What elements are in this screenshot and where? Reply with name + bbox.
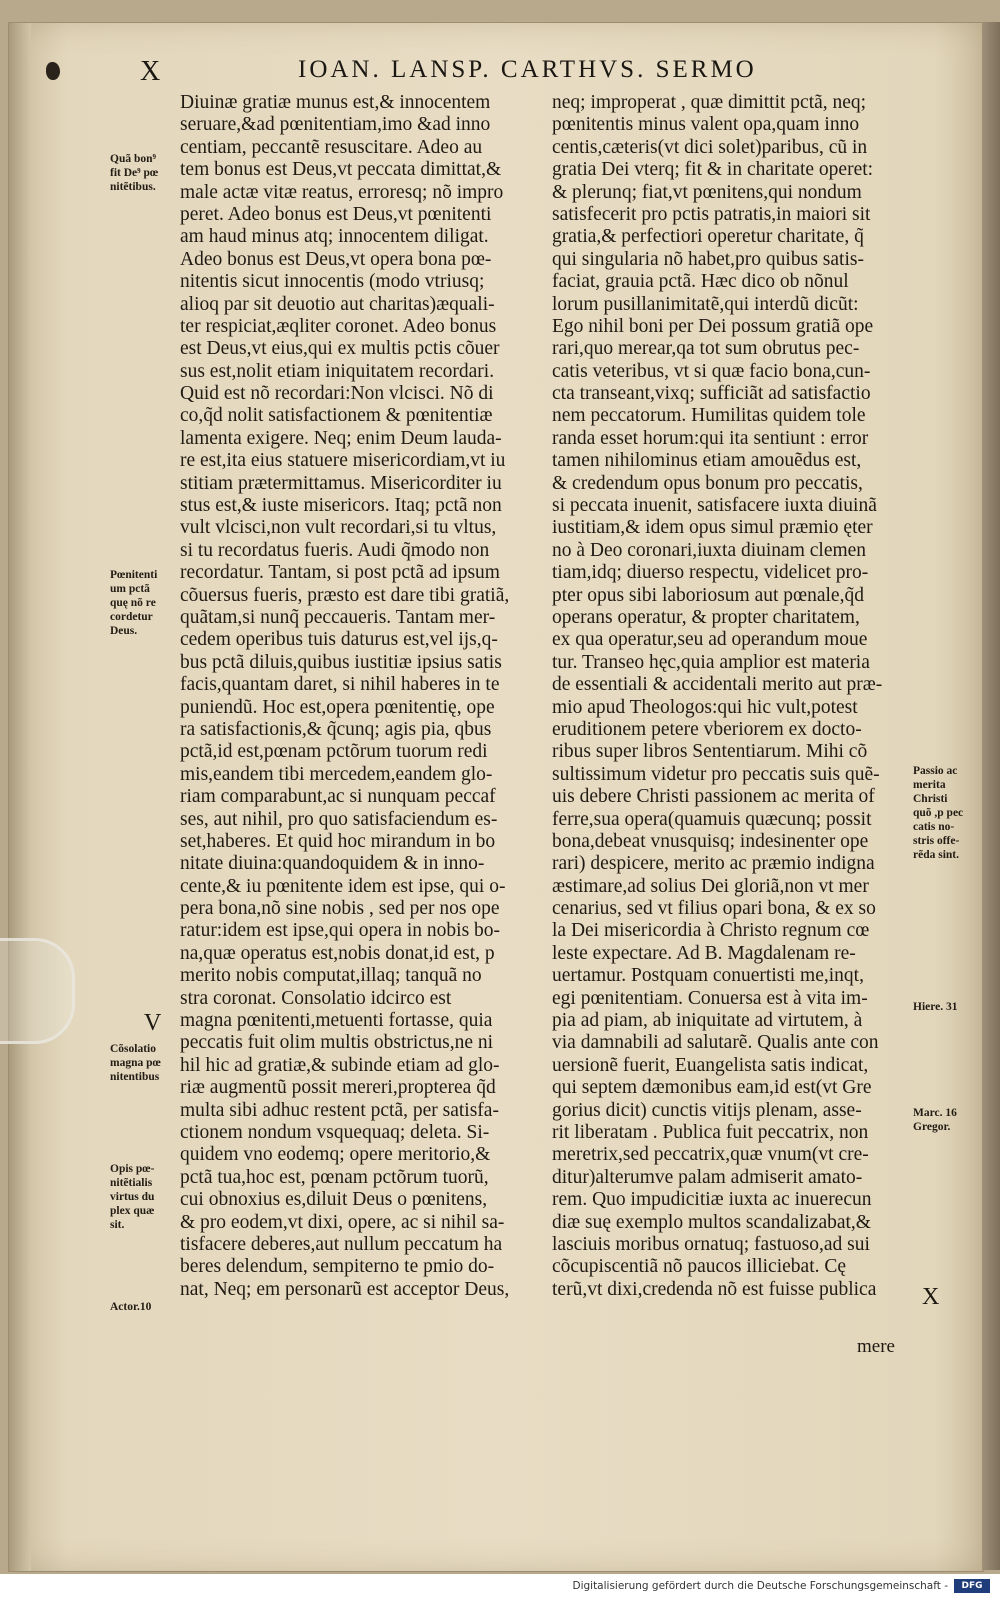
text-line: ex qua operatur,seu ad operandum moue [552,629,868,651]
text-line: am haud minus atq; innocentem diligat. [180,226,489,248]
text-line: pctã tua,hoc est, pœnam pctõrum tuorũ, [180,1166,489,1188]
margin-line: Cõsolatio [110,1043,156,1055]
margin-note-left-5 [110,1300,151,1314]
margin-line: magna pœ [110,1057,161,1069]
margin-line: nitẽtialis [110,1177,153,1189]
margin-line: catis no- [913,821,955,833]
text-line: quidem vno eodemq; opere meritorio,& [180,1144,491,1166]
text-line: co,q̃d nolit satisfactionem & pœnitentiæ [180,405,493,427]
margin-note-right-2 [913,1000,958,1014]
text-line: uertamur. Postquam conuertisti me,inqt, [552,965,864,987]
text-line: puniendũ. Hoc est,opera pœnitentię, ope [180,696,495,718]
text-line: stra coronat. Consolatio idcirco est [180,987,452,1009]
margin-line: Pœnitenti [110,569,158,581]
text-line: centis,cæteris(vt dici solet)paribus, cũ in [552,136,868,158]
margin-line: Quã bon⁹ [110,153,156,165]
margin-note-right-1 [913,764,963,862]
text-line: rari,quo merear,qa tot sum obrutus pec- [552,338,860,360]
text-line: hil hic ad gratiæ,& subinde etiam ad glo- [180,1054,500,1076]
text-line: egi pœnitentiam. Conuersa est à vita im- [552,987,868,1009]
margin-note-left-2 [110,568,157,638]
text-line: riæ augmentũ possit mereri,propterea q̃d [180,1077,496,1099]
text-line: uis debere Christi passionem ac merita of [552,786,875,808]
text-line: nem peccatorum. Humilitas quidem tole [552,405,866,427]
margin-letter-v: V [144,1010,162,1036]
text-line: alioq par sit deuotio aut charitas)æquali- [180,293,495,315]
text-line: sus est,nolit etiam iniquitatem recordari. [180,360,495,382]
text-line: multa sibi adhuc restent pctã, per satisfa- [180,1099,499,1121]
text-line: vult vlcisci,non vult recordari,si tu vltus, [180,517,497,539]
margin-line: quõ ,p pec [913,807,964,819]
text-line: na,quæ operatus est,nobis donat,id est, p [180,942,495,964]
text-line: faciat, grauia pctã. Hæc dico ob nõnul [552,271,849,293]
text-line: operans operatur, & propter charitatem, [552,606,860,628]
text-line: cenarius, sed vt filius opari bona, & ex so [552,898,876,920]
margin-line: nitentibus [110,1071,160,1083]
text-line: la Dei misericordia à Christo regnum cœ [552,920,870,942]
text-line: rari) despicere, merito ac præmio indigna [552,853,875,875]
text-line: ratur:idem est ipse,qui opera in nobis bo- [180,920,501,942]
text-line: merito nobis computat,illaq; tanquã no [180,965,482,987]
text-line: Adeo bonus est Deus,vt opera bona pœ- [180,248,492,270]
text-line: no à Deo coronari,iuxta diuinam clemen [552,539,867,561]
text-line: mio apud Theologos:qui hic vult,potest [552,696,858,718]
text-line: gorius dicit) cunctis vitĳs plenam, asse- [552,1099,862,1121]
text-line: via damnabili ad salutarẽ. Qualis ante con [552,1032,879,1054]
footer-credit: Digitalisierung gefördert durch die Deutsche Forschungsgemeinschaft - [572,1580,948,1592]
folio-letter: X [140,56,162,87]
text-line: pia ad piam, ab iniquitate ad virtutem, à [552,1010,863,1032]
text-line: ses, aut nihil, pro quo satisfaciendum es- [180,808,498,830]
ornament-icon [46,62,60,80]
text-line: nat, Neq; em personarũ est acceptor Deus, [180,1278,510,1300]
text-line: stitiam prætermittamus. Misericorditer iu [180,472,502,494]
text-line: re est,ita eius statuere misericordiam,vt iu [180,450,506,472]
margin-line: Gregor. [913,1121,951,1133]
text-line: ter respiciat,æqliter coronet. Adeo bonus [180,315,497,337]
margin-line: Deus. [110,625,138,637]
text-line: ditur)alterumve palam admiserit amato- [552,1166,863,1188]
text-line: ctionem nondum vsquequaq; deleta. Si- [180,1121,490,1143]
text-line: iustitiam,& idem opus simul præmio ęter [552,517,873,539]
text-line: & plerunq; fiat,vt pœnitens,qui nondum [552,181,862,203]
text-line: de essentiali & accidentali merito aut præ- [552,674,883,696]
text-line: tamen nihilominus etiam amouẽdus est, [552,450,862,472]
text-line: lasciuis moribus ornatuq; fastuoso,ad sui [552,1233,870,1255]
text-line: leste expectare. Ad B. Magdalenam re- [552,942,856,964]
text-line: cõuersus fueris, præsto est dare tibi gratiã, [180,584,510,606]
text-line: recordatur. Tantam, si post pctã ad ipsum [180,562,500,584]
margin-line: Hiere. 31 [913,1001,958,1013]
margin-note-left-3 [110,1042,161,1084]
margin-line: nitẽtibus. [110,181,156,193]
margin-line: cordetur [110,611,153,623]
text-line: pctã,id est,pœnam pctõrum tuorum redi [180,741,488,763]
text-line: magna pœnitenti,metuenti fortasse, quia [180,1010,493,1032]
text-line: gratia,& perfectiori operetur charitate, q̃ [552,226,864,248]
right-text-column [552,92,904,1301]
text-line: mis,eandem tibi mercedem,eandem glo- [180,763,493,785]
text-line: si tu recordatus fueris. Audi q̃modo non [180,539,490,561]
text-line: terũ,vt dixi,credenda nõ est fuisse publica [552,1278,877,1300]
page-edge [982,22,1000,1570]
text-line: Ego nihil boni per Dei possum gratiã ope [552,315,874,337]
text-line: catis veteribus, vt si quæ facio bona,cun- [552,360,871,382]
text-line: ferre,sua opera(quamuis quæcunq; possit [552,808,872,830]
margin-letter-x: X [922,1284,940,1310]
margin-line: merita [913,779,946,791]
text-line: pœnitentis minus valent opa,quam inno [552,114,860,136]
margin-note-left-1 [110,152,158,194]
margin-line: um pctã [110,583,150,595]
margin-line: Actor.10 [110,1301,152,1313]
margin-line: quę nõ re [110,597,156,609]
footer [0,1574,1000,1598]
running-head: IOAN. LANSP. CARTHVS. SERMO [298,56,757,83]
text-line: neq; improperat , quæ dimittit pctã, neq; [552,92,867,113]
text-line: ribus super libros Sententiarum. Mihi cõ [552,741,868,763]
text-line: nitate diuina:quandoquidem & in inno- [180,853,485,875]
text-line: cui obnoxius es,diluit Deus o pœnitens, [180,1189,488,1211]
text-line: nitentis sicut innocentis (modo vtriusq; [180,271,485,293]
text-line: sultissimum videtur pro peccatis suis quẽ- [552,763,880,785]
text-line: pera bona,nõ sine nobis , sed per nos ope [180,898,500,920]
margin-line: plex quæ [110,1205,155,1217]
text-line: gratia Dei vterq; fit & in charitate operet: [552,159,874,181]
margin-line: virtus du [110,1191,155,1203]
margin-line: Passio ac [913,765,958,777]
text-line: & pro eodem,vt dixi, opere, ac si nihil sa- [180,1211,505,1233]
text-line: facis,quantam daret, si nihil haberes in te [180,674,500,696]
text-line: uersionẽ fuerit, Euangelista satis indicat, [552,1054,869,1076]
text-line: cta transeant,vixq; sufficiãt ad satisfactio [552,383,871,405]
text-line: peccatis fuit olim multis obstrictus,ne ni [180,1032,494,1054]
text-line: male actæ vitæ reatus, erroresq; nõ impro [180,181,504,203]
text-line: bus pctã diluis,quibus iustitiæ ipsius satis [180,651,502,673]
margin-line: Christi [913,793,948,805]
text-line: rit liberatam . Publica fuit peccatrix, non [552,1121,869,1143]
text-line: si peccata inuenit, satisfacere iuxta diuinã [552,495,877,517]
text-line: riam comparabunt,ac si nunquam peccaf [180,786,496,808]
margin-line: stris offe- [913,835,960,847]
left-text-column [180,92,532,1301]
text-line: qui singularia nõ habet,pro quibus satis- [552,248,864,270]
text-line: meretrix,sed peccatrix,quæ vnum(vt cre- [552,1144,869,1166]
text-line: pter opus sibi laboriosum aut pœnale,q̃d [552,584,864,606]
text-line: eruditionem petere vberiorem ex docto- [552,718,862,740]
margin-line: rẽda sint. [913,849,959,861]
text-line: beres delendum, sempiterno te pmio do- [180,1256,495,1278]
text-line: set,haberes. Et quid hoc mirandum in bo [180,830,496,852]
page-header [140,52,960,88]
margin-line: sit. [110,1219,125,1231]
text-line: peret. Adeo bonus est Deus,vt pœnitenti [180,203,492,225]
text-line: quãtam,si nunq̃ peccaueris. Tantam mer- [180,606,496,628]
text-line: cente,& iu pœnitente idem est ipse, qui o- [180,875,506,897]
text-line: Diuinæ gratiæ munus est,& innocentem [180,92,491,113]
text-line: tisfacere deberes,aut nullum peccatum ha [180,1233,503,1255]
text-line: lamenta exigere. Neq; enim Deum lauda- [180,427,502,449]
dfg-logo: DFG [954,1579,990,1593]
text-line: & credendum opus bonum pro peccatis, [552,472,863,494]
text-line: bona,debeat vnusquisq; indesinenter ope [552,830,869,852]
text-line: lorum pusillanimitatẽ,qui interdũ dicũt: [552,293,859,315]
text-line: seruare,&ad pœnitentiam,imo &ad inno [180,114,491,136]
text-line: rem. Quo impudicitiæ iuxta ac inuerecun [552,1189,872,1211]
margin-note-right-3 [913,1106,957,1134]
text-line: cedem operibus tuis daturus est,vel ĳs,q- [180,629,498,651]
text-line: qui septem dæmonibus eam,id est(vt Gre [552,1077,872,1099]
text-line: satisfecerit pro pctis patratis,in maiori sit [552,203,871,225]
text-line: ra satisfactionis,& q̃cunq; agis pia, qbus [180,718,492,740]
margin-line: Opis pœ- [110,1163,155,1175]
text-line: æstimare,ad solius Dei gloriã,non vt mer [552,875,869,897]
margin-note-left-4 [110,1162,154,1232]
text-line: tiam,idq; diuerso respectu, videlicet pro- [552,562,869,584]
text-line: centiam, peccantẽ resuscitare. Adeo au [180,136,483,158]
text-line: tem bonus est Deus,vt peccata dimittat,& [180,159,502,181]
margin-line: Marc. 16 [913,1107,957,1119]
text-line: diæ suę exemplo multos scandalizabat,& [552,1211,871,1233]
text-line: stus est,& iuste misericors. Itaq; pctã non [180,495,502,517]
text-line: Quid est nõ recordari:Non vlcisci. Nõ di [180,383,494,405]
text-line: randa esset horum:qui ita sentiunt : error [552,427,869,449]
text-line: est Deus,vt eius,qui ex multis pctis cõuer [180,338,500,360]
text-line: cõcupiscentiã nõ paucos illiciebat. Cę [552,1256,847,1278]
page-clip [0,938,75,1044]
text-line: tur. Transeo hęc,quia amplior est materia [552,651,870,673]
margin-line: fit De⁹ pœ [110,167,159,179]
catchword: mere [857,1336,895,1357]
